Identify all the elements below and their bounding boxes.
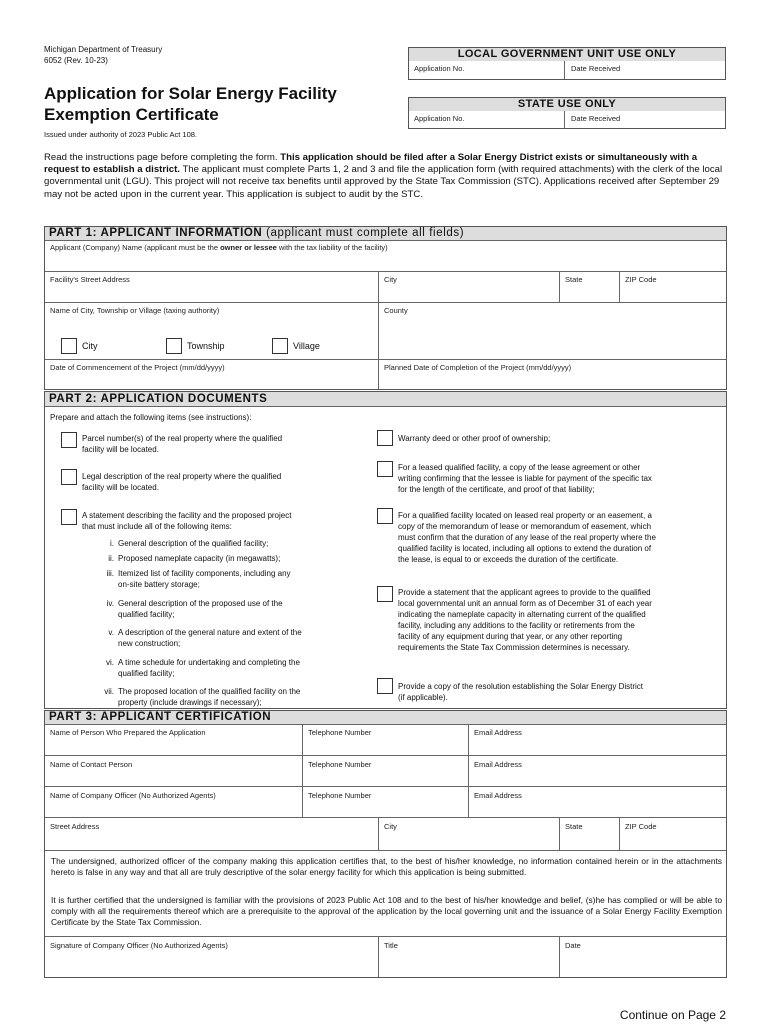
- officer-name-label: Name of Company Officer (No Authorized Agents): [50, 791, 216, 800]
- county-label: County: [384, 306, 408, 315]
- signature-label: Signature of Company Officer (No Authorized Agents): [50, 941, 228, 950]
- form-title-line2: Exemption Certificate: [44, 105, 219, 124]
- parcel-number-checkbox[interactable]: [61, 432, 77, 448]
- township-checkbox[interactable]: [166, 338, 182, 354]
- statement-sub-item: iv. General description of the proposed use of the qualified facility;: [106, 599, 283, 619]
- officer-zip-label: ZIP Code: [625, 822, 657, 831]
- local-government-use-box: [408, 47, 726, 80]
- issuing-authority: Issued under authority of 2023 Public Act 108.: [44, 130, 198, 139]
- memorandum-checkbox[interactable]: [377, 508, 393, 524]
- form-revision: 6052 (Rev. 10-23): [44, 56, 108, 65]
- completion-date-label: Planned Date of Completion of the Project (mm/dd/yyyy): [384, 363, 572, 372]
- village-option-label: Village: [293, 341, 320, 351]
- part3-header: PART 3: APPLICANT CERTIFICATION: [45, 711, 726, 724]
- contact-email-label: Email Address: [474, 760, 522, 769]
- annual-statement-item: Provide a statement that the applicant agrees to provide to the qualified local governmental unit an annual form as of December 31 of each year indicating the nameplate capacity in alternating current of the qualified facility, including any additions to the facility or retirements from the facility of any equipment during that year, or any other reporting requirements the State Tax Commission determines is necessary.: [398, 588, 652, 652]
- local-box-title: LOCAL GOVERNMENT UNIT USE ONLY: [409, 48, 725, 61]
- facility-statement-item: A statement describing the facility and the proposed project that must include all of the following items:: [82, 511, 292, 531]
- township-option-label: Township: [187, 341, 225, 351]
- contact-phone-label: Telephone Number: [308, 760, 372, 769]
- statement-sub-item: v. A description of the general nature and extent of the new construction;: [108, 628, 302, 648]
- part2-section: [44, 391, 727, 709]
- parcel-number-item: Parcel number(s) of the real property where the qualified facility will be located.: [82, 434, 283, 454]
- annual-statement-checkbox[interactable]: [377, 586, 393, 602]
- state-box-title: STATE USE ONLY: [409, 98, 725, 111]
- part3-section: [44, 710, 727, 978]
- preparer-phone-label: Telephone Number: [308, 728, 372, 737]
- intro-paragraph: Read the instructions page before completing the form. This application should be filed after a Solar Energy District exists or simultaneously with a request to establish a district. The applicant must complete Parts 1, 2 and 3 and file the application form (with required attachments) with the clerk of the local governmental unit (LGU). This project will not receive tax benefits until approved by the State Tax Commission (STC). Applications received after September 29 may not be acted upon in the current year. This application is subject to audit by the STC.: [44, 152, 723, 200]
- legal-description-item: Legal description of the real property where the qualified facility will be located.: [82, 472, 282, 492]
- statement-sub-item: i. General description of the qualified facility;: [110, 539, 269, 548]
- certification-paragraph-2: It is further certified that the undersigned is familiar with the provisions of 2023 Public Act 108 and to the best of his/her knowledge and belief, (s)he has complied or will be able to comply with all the requirements thereof which are a prerequisite to the approval of the application by the local governing unit and the issuance of a Solar Energy Facility Exemption Certificate by the State Tax Commission.: [51, 895, 722, 928]
- part2-intro: Prepare and attach the following items (see instructions):: [50, 413, 252, 422]
- local-date-received-label: Date Received: [571, 64, 621, 73]
- village-checkbox[interactable]: [272, 338, 288, 354]
- statement-sub-item: iii. Itemized list of facility components, including any on-site battery storage;: [106, 569, 291, 589]
- statement-sub-item: vi. A time schedule for undertaking and completing the qualified facility;: [106, 658, 300, 678]
- applicant-name-label: Applicant (Company) Name (applicant must be the owner or lessee with the tax liability of the facility): [50, 243, 388, 252]
- date-label: Date: [565, 941, 581, 950]
- certification-paragraph-1: The undersigned, authorized officer of the company making this application certifies that, to the best of his/her knowledge, no information contained herein or in the attachments hereto is false in any way and that all are truly descriptive of the solar energy facility for which this application is being submitted.: [51, 856, 722, 878]
- street-address-label: Facility's Street Address: [50, 275, 130, 284]
- contact-name-label: Name of Contact Person: [50, 760, 133, 769]
- lease-copy-checkbox[interactable]: [377, 461, 393, 477]
- state-use-box: [408, 97, 726, 129]
- resolution-item: Provide a copy of the resolution establishing the Solar Energy District (if applicable).: [398, 682, 644, 702]
- city-checkbox[interactable]: [61, 338, 77, 354]
- warranty-deed-checkbox[interactable]: [377, 430, 393, 446]
- preparer-email-label: Email Address: [474, 728, 522, 737]
- facility-statement-checkbox[interactable]: [61, 509, 77, 525]
- local-application-no-label: Application No.: [414, 64, 465, 73]
- form-title-line1: Application for Solar Energy Facility: [44, 84, 337, 103]
- warranty-deed-item: Warranty deed or other proof of ownership;: [398, 434, 551, 443]
- legal-description-checkbox[interactable]: [61, 469, 77, 485]
- statement-sub-item: vii. The proposed location of the qualified facility on the property (include drawings if necessary);: [104, 687, 301, 707]
- city-label: City: [384, 275, 397, 284]
- officer-street-label: Street Address: [50, 822, 100, 831]
- department-name: Michigan Department of Treasury: [44, 45, 163, 54]
- part1-section: [44, 226, 727, 390]
- city-option-label: City: [82, 341, 98, 351]
- officer-state-label: State: [565, 822, 583, 831]
- state-application-no-label: Application No.: [414, 114, 465, 123]
- officer-email-label: Email Address: [474, 791, 522, 800]
- state-label: State: [565, 275, 583, 284]
- part1-header: PART 1: APPLICANT INFORMATION (applicant must complete all fields): [45, 227, 726, 240]
- statement-sub-item: ii. Proposed nameplate capacity (in megawatts);: [108, 554, 281, 563]
- lease-copy-item: For a leased qualified facility, a copy of the lease agreement or other writing confirming that the lessee is liable for payment of the specific tax for the length of the certificate, and proof of that liability;: [398, 463, 652, 494]
- taxing-authority-label: Name of City, Township or Village (taxing authority): [50, 306, 220, 315]
- title-label: Title: [384, 941, 398, 950]
- state-date-received-label: Date Received: [571, 114, 621, 123]
- continue-on-page-2: Continue on Page 2: [619, 1008, 726, 1022]
- officer-city-label: City: [384, 822, 397, 831]
- commencement-date-label: Date of Commencement of the Project (mm/dd/yyyy): [50, 363, 225, 372]
- memorandum-item: For a qualified facility located on leased real property or an easement, a copy of the memorandum of lease or memorandum of easement, which must confirm that the duration of any lease of the real property where the qualified facility is located, including all options to extend the duration of the lease, is equal to or exceeds the duration of the certificate.: [398, 511, 656, 564]
- part2-header: PART 2: APPLICATION DOCUMENTS: [45, 392, 726, 406]
- resolution-checkbox[interactable]: [377, 678, 393, 694]
- preparer-name-label: Name of Person Who Prepared the Application: [50, 728, 206, 737]
- zip-label: ZIP Code: [625, 275, 657, 284]
- officer-phone-label: Telephone Number: [308, 791, 372, 800]
